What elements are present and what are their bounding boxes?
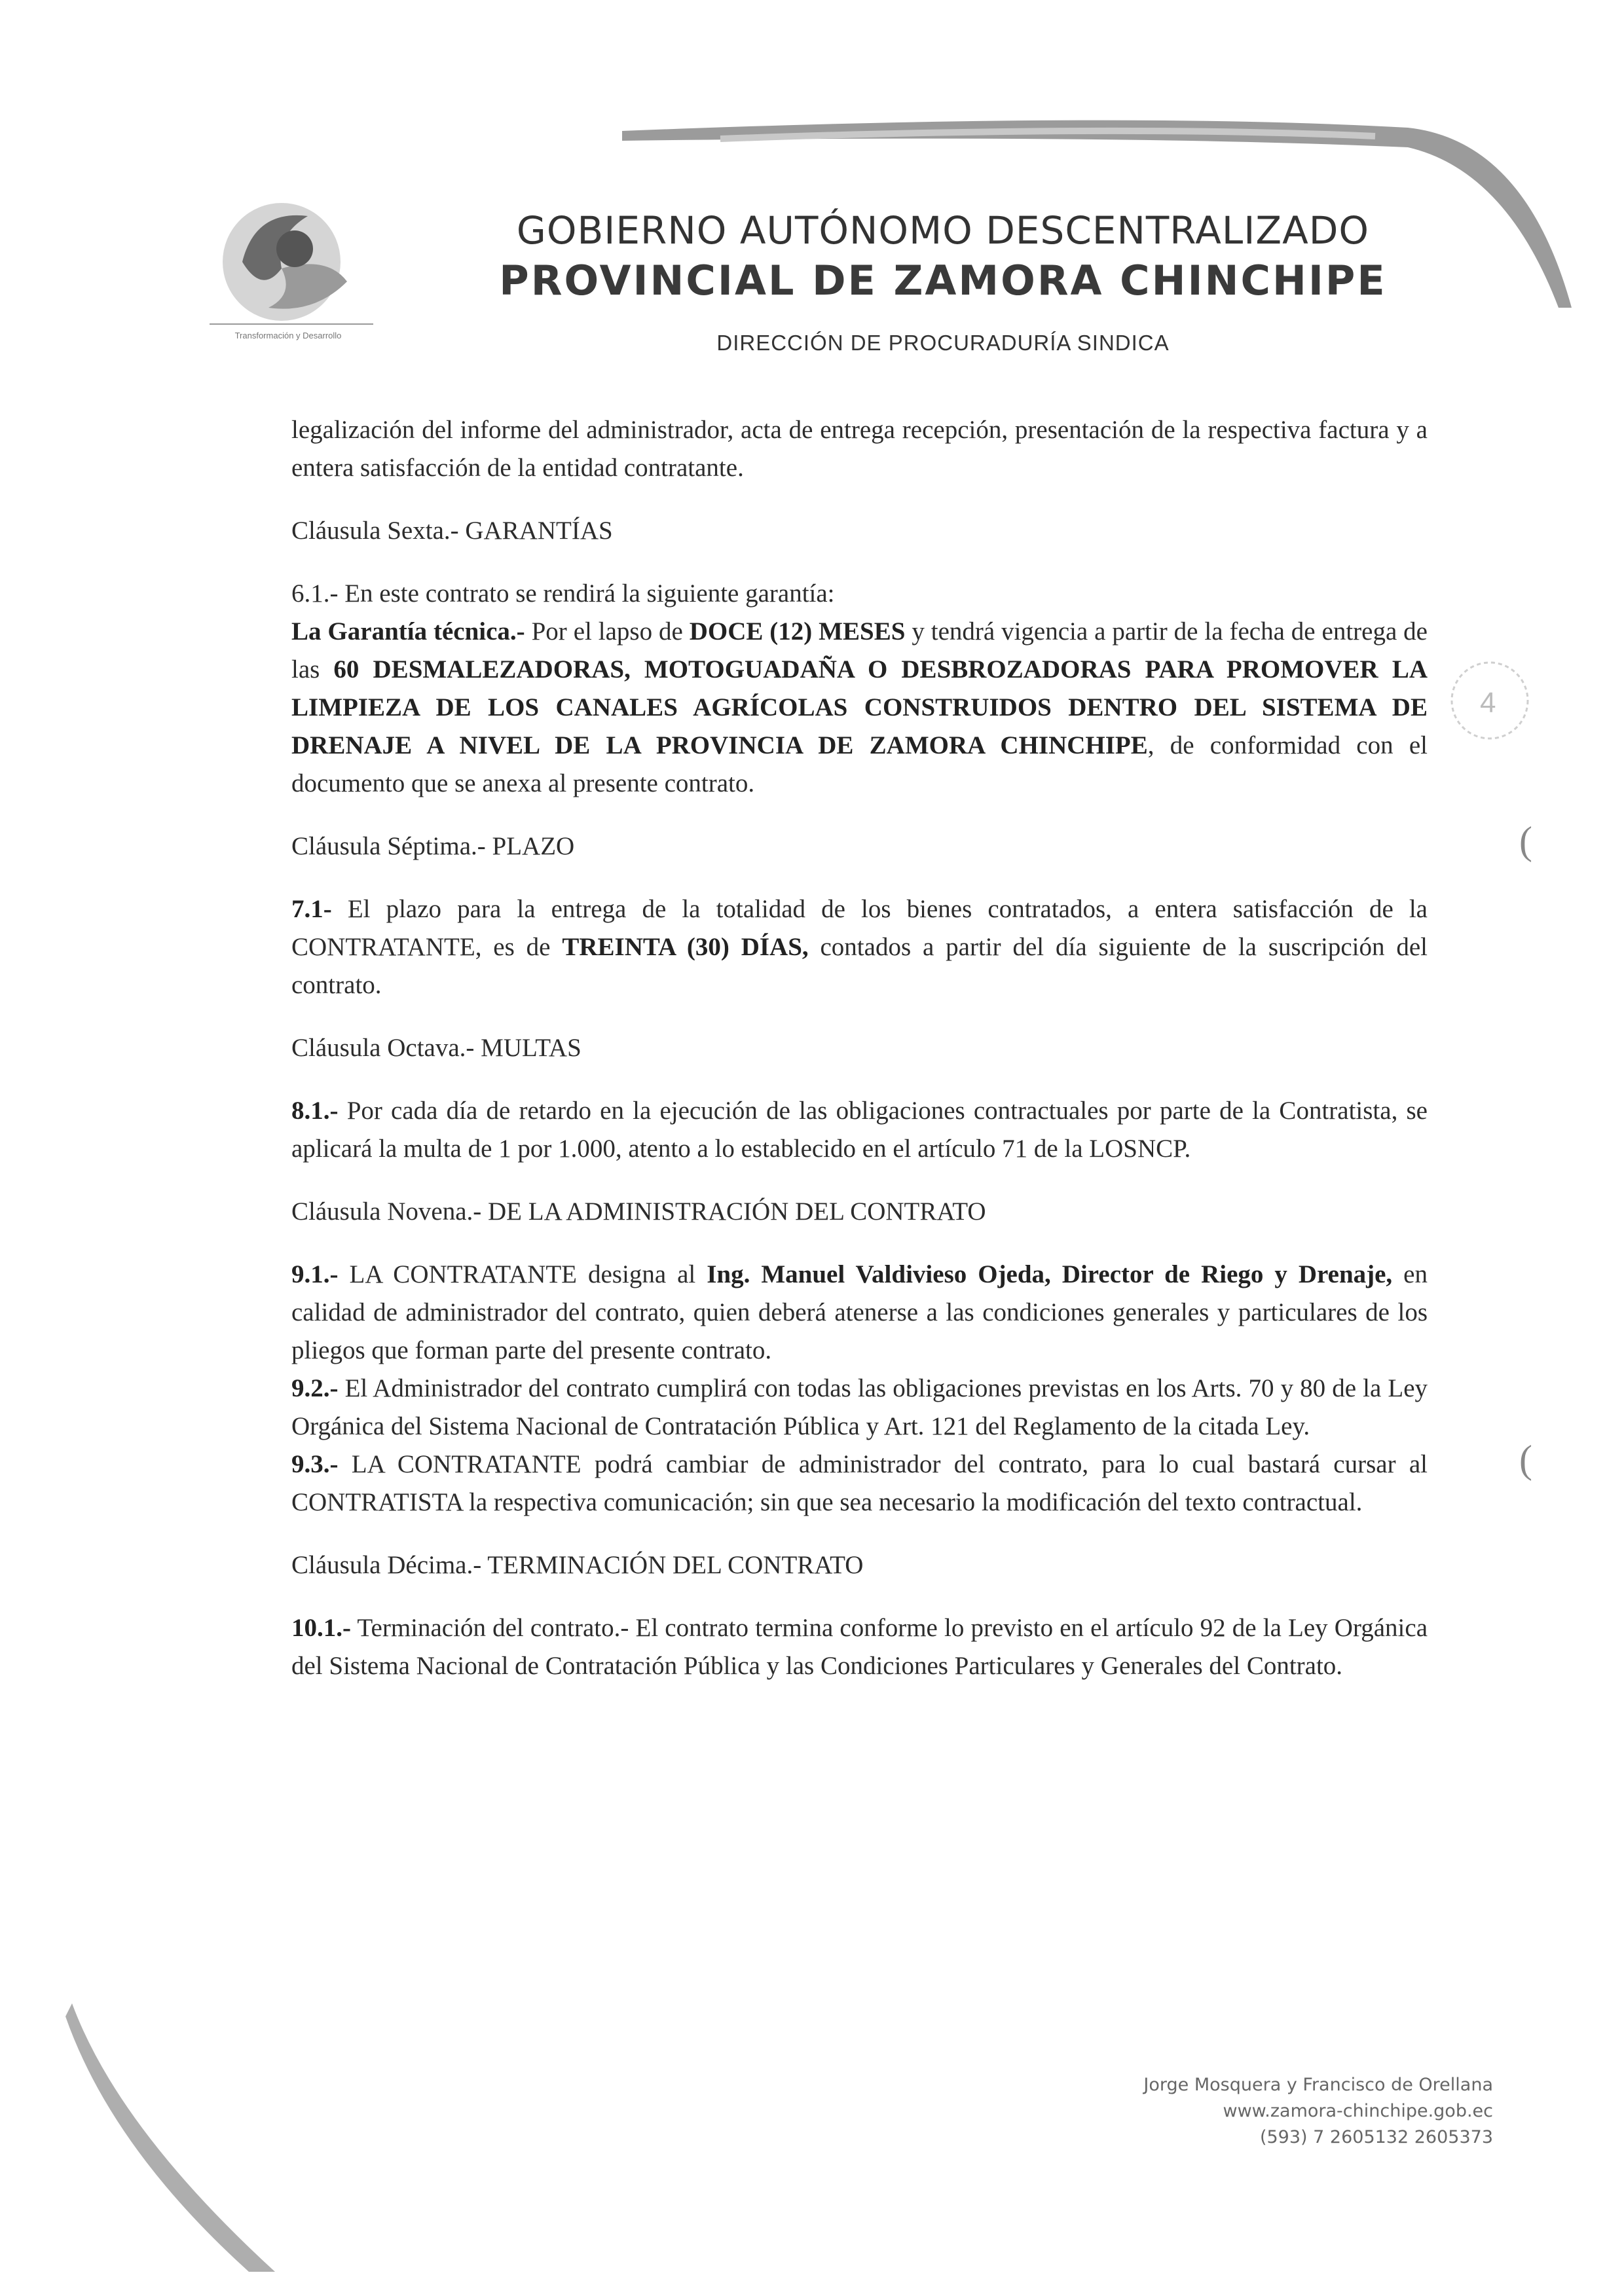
guarantee-text-3: , de conformidad con el documento que se anexa al presente contrato. xyxy=(291,731,1428,797)
clause-9-2 xyxy=(291,1370,1428,1446)
contract-body xyxy=(291,411,1428,1685)
administrator-name: Ing. Manuel Valdivieso Ojeda, Director de Riego y Drenaje, xyxy=(707,1260,1393,1288)
clause-9-title: Cláusula Novena.- DE LA ADMINISTRACIÓN DEL CONTRATO xyxy=(291,1197,986,1226)
clause-9-1 xyxy=(291,1256,1428,1370)
clause-8-1-text: Por cada día de retardo en la ejecución de las obligaciones contractuales por parte de la Contratista, se aplicará la multa de 1 por 1.000, atento a lo establecido en el artículo 71 de la LOSNCP. xyxy=(291,1097,1428,1163)
clause-10-title: Cláusula Décima.- TERMINACIÓN DEL CONTRATO xyxy=(291,1551,864,1579)
clause-7-1-text-2: contados a partir del día siguiente de la suscripción del contrato. xyxy=(291,933,1428,999)
clause-10-1 xyxy=(291,1609,1428,1685)
clause-7-1 xyxy=(291,890,1428,1004)
clause-7-1-label: 7.1- xyxy=(291,895,332,923)
guarantee-term: DOCE (12) MESES xyxy=(689,617,906,646)
clause-7-title: Cláusula Séptima.- PLAZO xyxy=(291,832,575,860)
provincial-logo xyxy=(196,183,380,340)
clause-9-2-text: El Administrador del contrato cumplirá con todas las obligaciones previstas en los Arts. 70 y 80 de la Ley Orgánica del Sistema Nacional de Contratación Pública y Art. 121 del Reglamento de la citada Ley. xyxy=(291,1374,1428,1440)
footer-swoosh xyxy=(0,1964,393,2296)
clause-7-1-term: TREINTA (30) DÍAS, xyxy=(562,933,809,961)
margin-mark: ( xyxy=(1519,1438,1532,1481)
clause-9-1-text-2: en calidad de administrador del contrato, quien deberá atenerse a las condiciones generales y particulares de los pliegos que forman parte del presente contrato. xyxy=(291,1260,1428,1364)
clause-6-1: 6.1.- En este contrato se rendirá la siguiente garantía: xyxy=(291,579,835,608)
header-line-3: DIRECCIÓN DE PROCURADURÍA SINDICA xyxy=(716,331,1170,355)
page-stamp-number: 4 xyxy=(1480,687,1496,719)
clause-9-1-label: 9.1.- xyxy=(291,1260,339,1288)
intro-paragraph: legalización del informe del administrador, acta de entrega recepción, presentación de la respectiva factura y a entera satisfacción de la entidad contratante. xyxy=(291,416,1428,482)
clause-9-2-label: 9.2.- xyxy=(291,1374,339,1402)
clause-8-1-label: 8.1.- xyxy=(291,1097,339,1125)
clause-6-guarantee xyxy=(291,613,1428,803)
guarantee-text-2: y tendrá vigencia a partir de la fecha de entrega de las xyxy=(291,617,1428,683)
clause-9-1-text-1: LA CONTRATANTE designa al xyxy=(338,1260,707,1288)
logo-caption: Transformación y Desarrollo xyxy=(234,331,342,340)
clause-9-3-text: LA CONTRATANTE podrá cambiar de administrador del contrato, para lo cual bastará cursar al CONTRATISTA la respectiva comunicación; sin que sea necesario la modificación del texto contractual. xyxy=(291,1450,1428,1516)
footer-contact xyxy=(982,2072,1493,2151)
page-stamp xyxy=(1441,655,1539,746)
footer-phone: (593) 7 2605132 2605373 xyxy=(1259,2127,1493,2147)
clause-6-title: Cláusula Sexta.- GARANTÍAS xyxy=(291,517,613,545)
guarantee-label: La Garantía técnica.- xyxy=(291,617,525,646)
footer-address: Jorge Mosquera y Francisco de Orellana xyxy=(1143,2075,1493,2095)
clause-9-3 xyxy=(291,1446,1428,1522)
header-line-1: GOBIERNO AUTÓNOMO DESCENTRALIZADO xyxy=(516,208,1370,253)
guarantee-goods: 60 DESMALEZADORAS, MOTOGUADAÑA O DESBROZADORAS PARA PROMOVER LA LIMPIEZA DE LOS CANALES AGRÍCOLAS CONSTRUIDOS DENTRO DEL SISTEMA DE DRENAJE A NIVEL DE LA PROVINCIA DE ZAMORA CHINCHIPE xyxy=(291,655,1428,759)
guarantee-text-1: Por el lapso de xyxy=(525,617,690,646)
margin-mark: ( xyxy=(1519,819,1532,862)
clause-8-title: Cláusula Octava.- MULTAS xyxy=(291,1034,581,1062)
clause-9-3-label: 9.3.- xyxy=(291,1450,339,1478)
footer-website: www.zamora-chinchipe.gob.ec xyxy=(1223,2101,1493,2121)
clause-7-1-text-1: El plazo para la entrega de la totalidad de los bienes contratados, a entera satisfacción de la CONTRATANTE, es de xyxy=(291,895,1428,961)
clause-10-1-label: 10.1.- xyxy=(291,1614,351,1642)
clause-8-1 xyxy=(291,1092,1428,1168)
header-line-2: PROVINCIAL DE ZAMORA CHINCHIPE xyxy=(499,257,1387,304)
clause-10-1-text: Terminación del contrato.- El contrato termina conforme lo previsto en el artículo 92 de la Ley Orgánica del Sistema Nacional de Contratación Pública y las Condiciones Particulares y Generales del Contrato. xyxy=(291,1614,1428,1680)
